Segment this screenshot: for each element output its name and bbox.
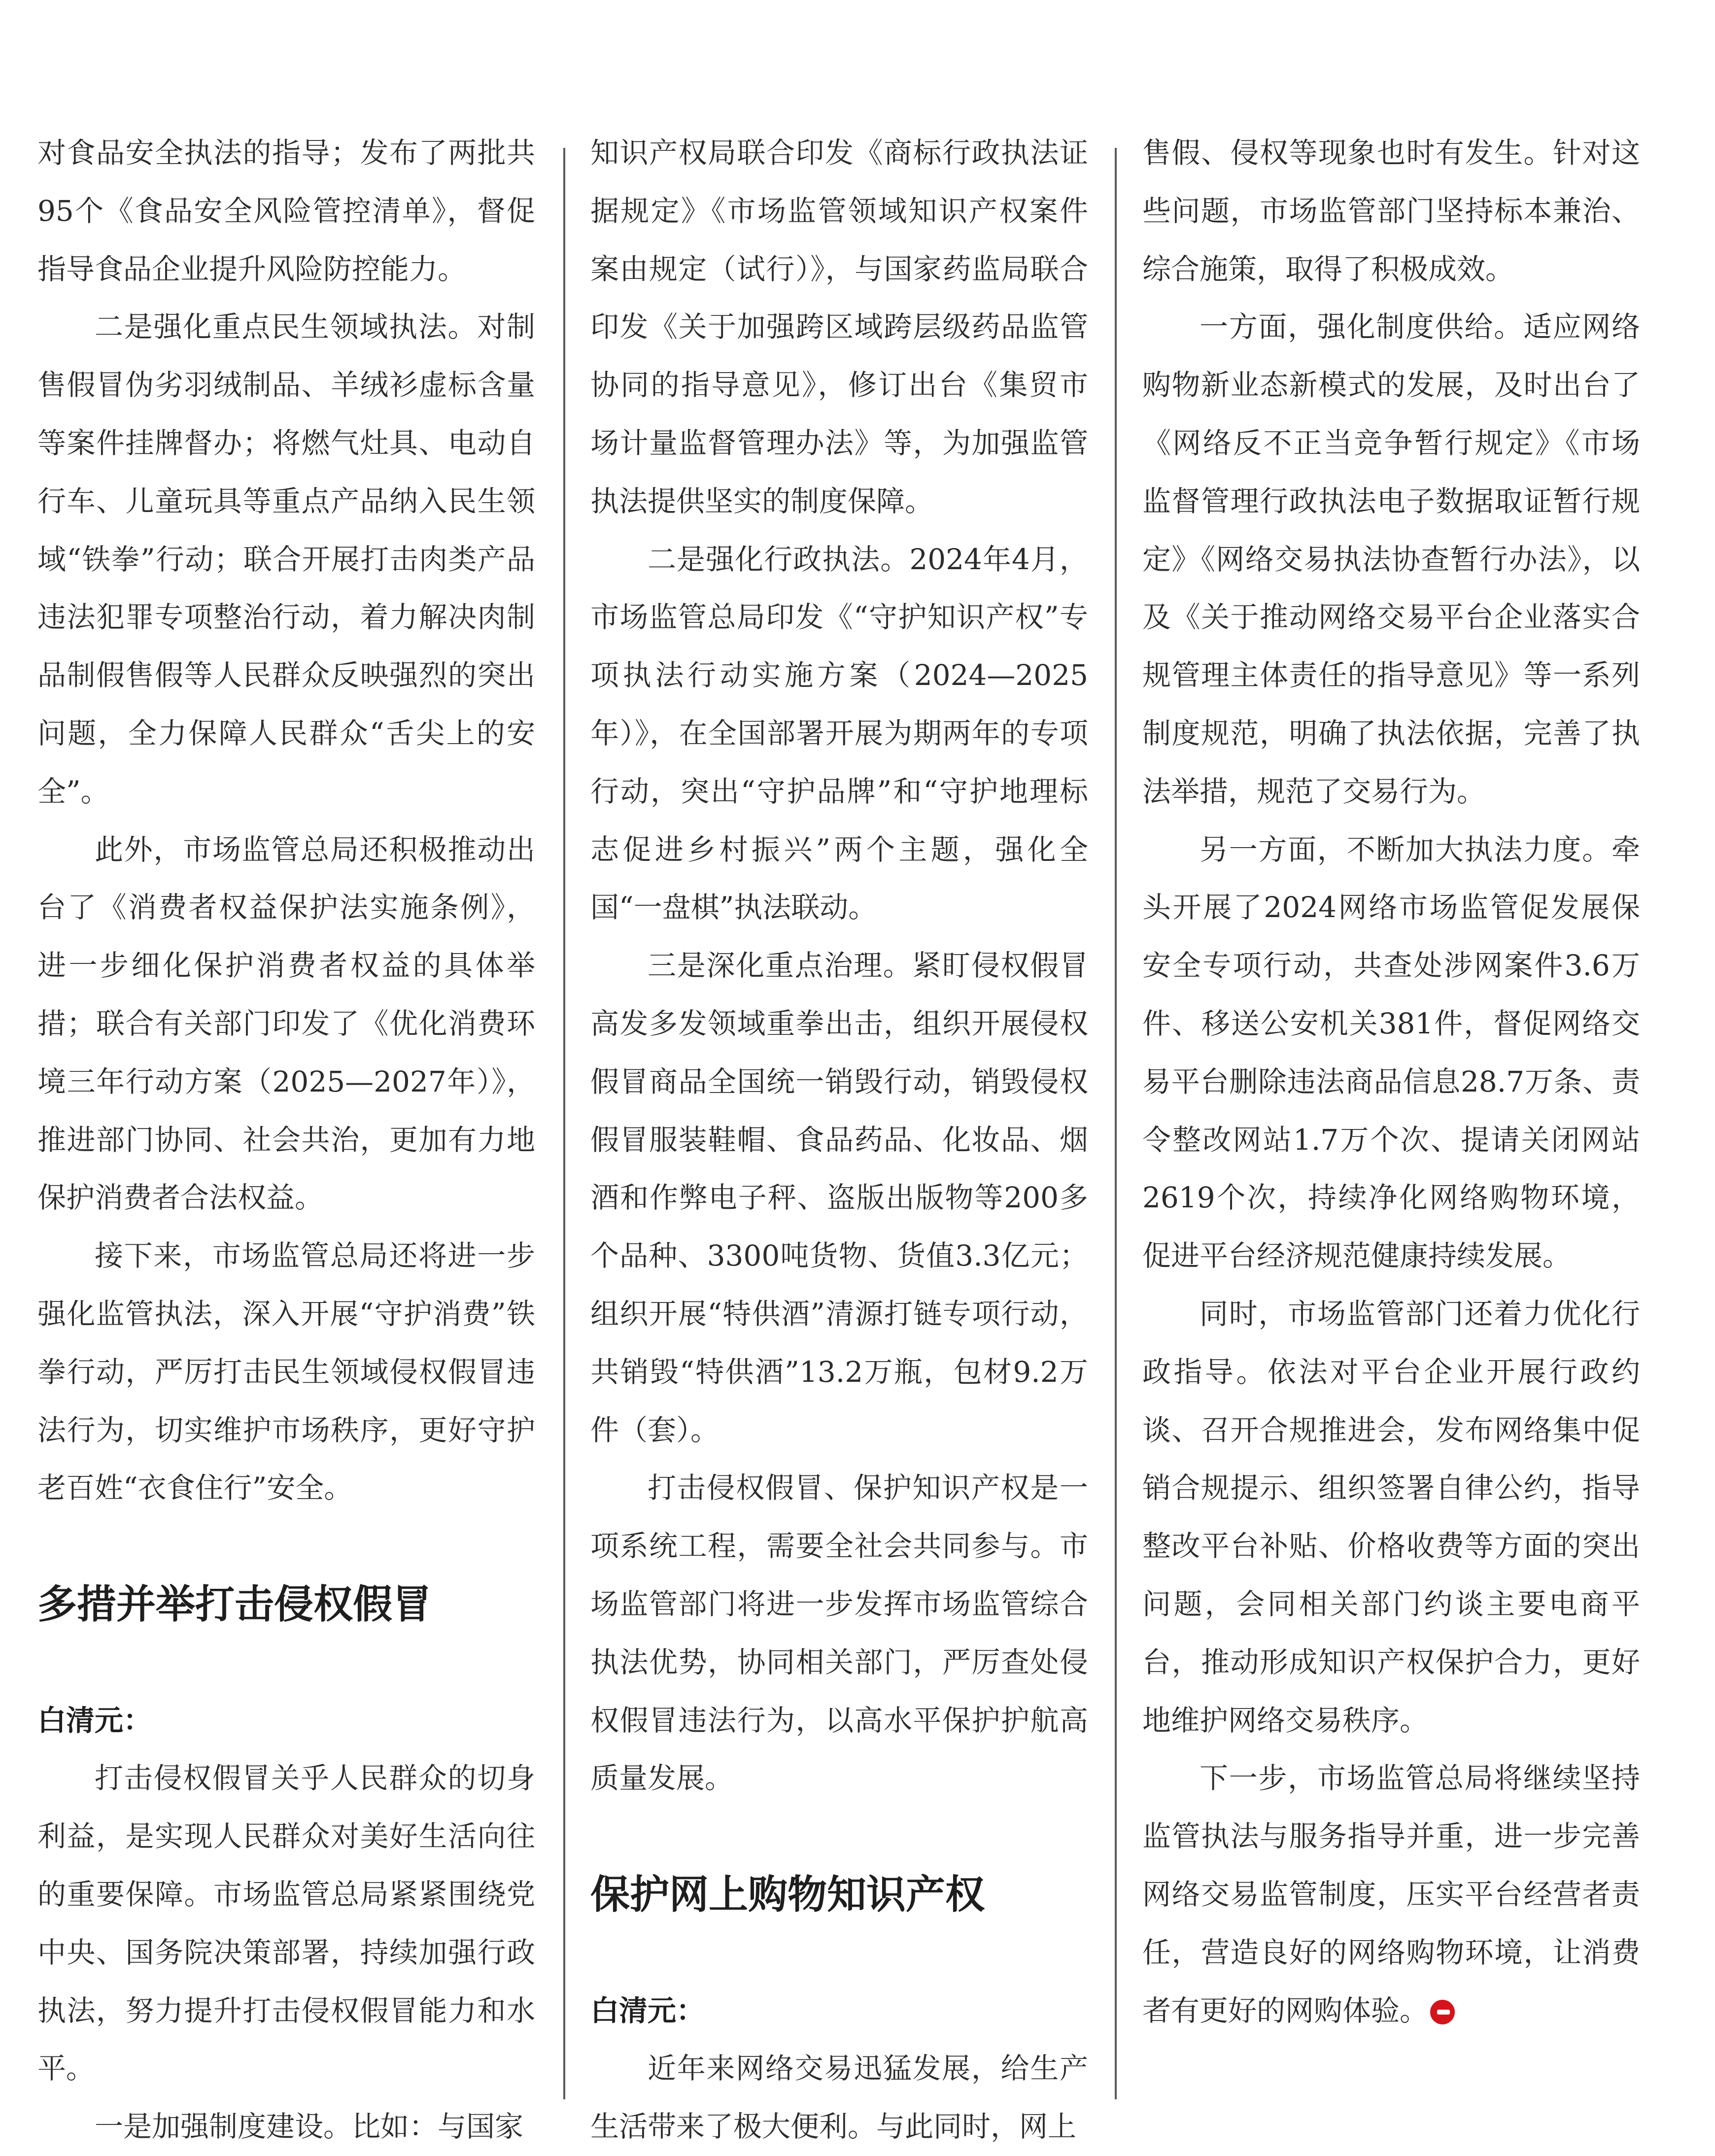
paragraph: 对食品安全执法的指导；发布了两批共95个《食品安全风险管控清单》，督促指导食品企业提升风险防控能力。: [37, 136, 535, 286]
article-column-3: [1142, 124, 1640, 2040]
paragraph: 接下来，市场监管总局还将进一步强化监管执法，深入开展“守护消费”铁拳行动，严厉打击民生领域侵权假冒违法行为，切实维护市场秩序，更好守护老百姓“衣食住行”安全。: [37, 1239, 535, 1505]
column-divider-left: [563, 148, 565, 2099]
paragraph: 知识产权局联合印发《商标行政执法证据规定》《市场监管领域知识产权案件案由规定（试行）》，与国家药监局联合印发《关于加强跨区域跨层级药品监管协同的指导意见》，修订出台《集贸市场计量监督管理办法》等，为加强监管执法提供坚实的制度保障。: [590, 136, 1088, 518]
column-divider-right: [1115, 148, 1117, 2099]
paragraph: 一方面，强化制度供给。适应网络购物新业态新模式的发展，及时出台了《网络反不正当竞争暂行规定》《市场监督管理行政执法电子数据取证暂行规定》《网络交易执法协查暂行办法》，以及《关于推动网络交易平台企业落实合规管理主体责任的指导意见》等一系列制度规范，明确了执法依据，完善了执法举措，规范了交易行为。: [1142, 310, 1640, 808]
paragraph: 打击侵权假冒、保护知识产权是一项系统工程，需要全社会共同参与。市场监管部门将进一步发挥市场监管综合执法优势，协同相关部门，严厉查处侵权假冒违法行为，以高水平保护护航高质量发展。: [590, 1471, 1088, 1795]
article-column-1: [37, 124, 535, 2156]
end-of-article-icon: [1430, 2000, 1455, 2024]
paragraph: 三是深化重点治理。紧盯侵权假冒高发多发领域重拳出击，组织开展侵权假冒商品全国统一销毁行动，销毁侵权假冒服装鞋帽、食品药品、化妆品、烟酒和作弊电子秤、盗版出版物等200多个品种、3300吨货物、货值3.3亿元；组织开展“特供酒”清源打链专项行动，共销毁“特供酒”13.2万瓶，包材9.2万件（套）。: [590, 949, 1088, 1447]
paragraph: [1142, 1749, 1640, 2040]
paragraph: 二是强化行政执法。2024年4月，市场监管总局印发《“守护知识产权”专项执法行动实施方案（2024—2025年）》，在全国部署开展为期两年的专项行动，突出“守护品牌”和“守护地理标志促进乡村振兴”两个主题，强化全国“一盘棋”执法联动。: [590, 542, 1088, 924]
speaker-label: 白清元：: [37, 1703, 152, 1737]
paragraph: 此外，市场监管总局还积极推动出台了《消费者权益保护法实施条例》，进一步细化保护消费者权益的具体举措；联合有关部门印发了《优化消费环境三年行动方案（2025—2027年）》，推进部门协同、社会共治，更加有力地保护消费者合法权益。: [37, 832, 535, 1215]
section-heading: 多措并举打击侵权假冒: [37, 1581, 432, 1627]
paragraph-text: 下一步，市场监管总局将继续坚持监管执法与服务指导并重，进一步完善网络交易监管制度，压实平台经营者责任，营造良好的网络购物环境，让消费者有更好的网购体验。: [1142, 1761, 1640, 2027]
paragraph: 同时，市场监管部门还着力优化行政指导。依法对平台企业开展行政约谈、召开合规推进会，发布网络集中促销合规提示、组织签署自律公约，指导整改平台补贴、价格收费等方面的突出问题，会同相关部门约谈主要电商平台，推动形成知识产权保护合力，更好地维护网络交易秩序。: [1142, 1297, 1640, 1737]
paragraph: 近年来网络交易迅猛发展，给生产生活带来了极大便利。与此同时，网上: [590, 2052, 1088, 2144]
speaker-label: 白清元：: [590, 1993, 705, 2027]
article-column-2: [590, 124, 1088, 2156]
paragraph: 二是强化重点民生领域执法。对制售假冒伪劣羽绒制品、羊绒衫虚标含量等案件挂牌督办；将燃气灶具、电动自行车、儿童玩具等重点产品纳入民生领域“铁拳”行动；联合开展打击肉类产品违法犯罪专项整治行动，着力解决肉制品制假售假等人民群众反映强烈的突出问题，全力保障人民群众“舌尖上的安全”。: [37, 310, 535, 808]
paragraph: 一是加强制度建设。比如：与国家: [95, 2110, 524, 2144]
paragraph: 售假、侵权等现象也时有发生。针对这些问题，市场监管部门坚持标本兼治、综合施策，取得了积极成效。: [1142, 136, 1640, 286]
paragraph: 打击侵权假冒关乎人民群众的切身利益，是实现人民群众对美好生活向往的重要保障。市场监管总局紧紧围绕党中央、国务院决策部署，持续加强行政执法，努力提升打击侵权假冒能力和水平。: [37, 1761, 535, 2086]
paragraph: 另一方面，不断加大执法力度。牵头开展了2024网络市场监管促发展保安全专项行动，共查处涉网案件3.6万件、移送公安机关381件，督促网络交易平台删除违法商品信息28.7万条、责令整改网站1.7万个次、提请关闭网站2619个次，持续净化网络购物环境，促进平台经济规范健康持续发展。: [1142, 832, 1640, 1273]
section-heading: 保护网上购物知识产权: [590, 1871, 985, 1917]
